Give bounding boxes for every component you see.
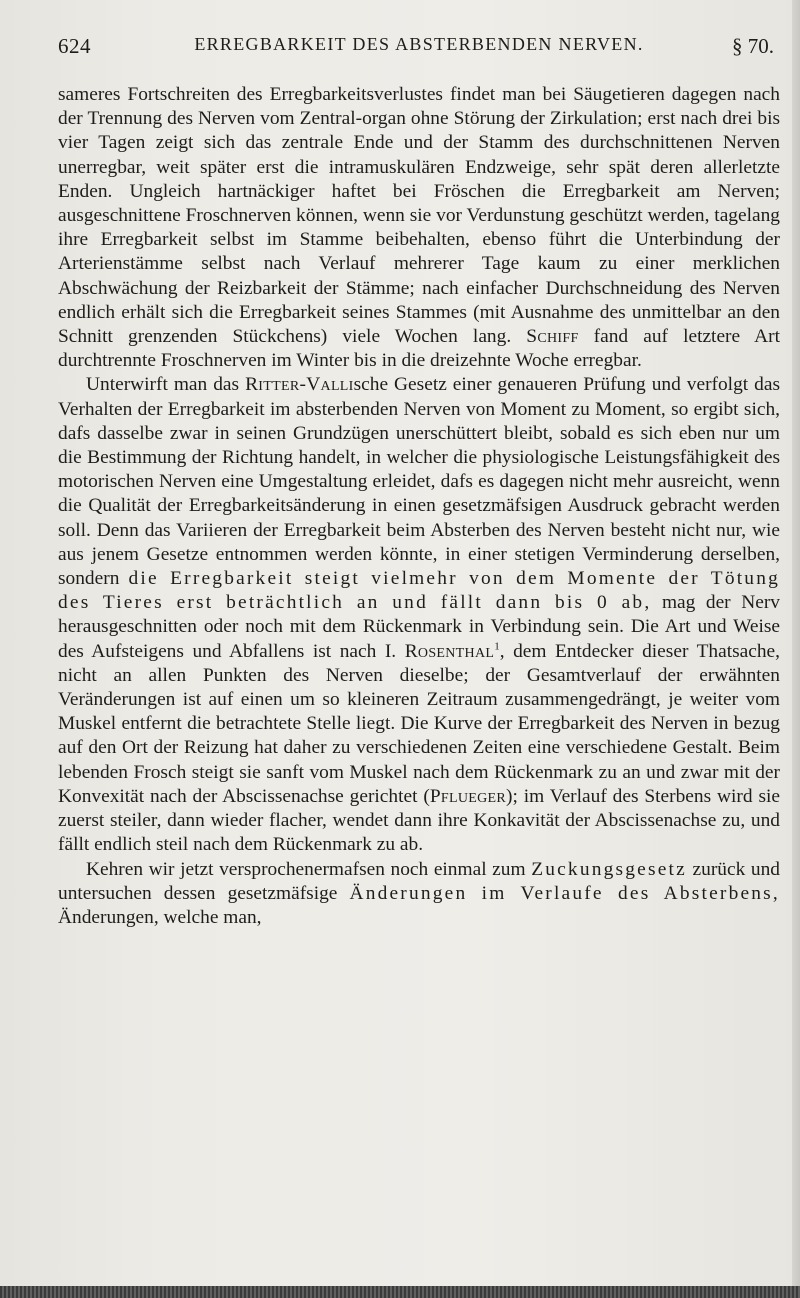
paragraph-2-text-c: mag der Nerv herausgeschnitten oder noch mit dem Rückenmark in Verbindung sein. Die Art und Weise des Aufsteigens und Abfallens ist nach I. — [58, 592, 780, 662]
running-title: ERREGBARKEIT DES ABSTERBENDEN NERVEN. — [194, 34, 644, 54]
page-header — [58, 30, 780, 64]
paragraph-3-text-b: zurück und untersuchen dessen gesetzmäfsige — [58, 858, 780, 904]
author-name-pflueger: Pflueger — [429, 785, 506, 807]
paragraph-2 — [58, 373, 780, 857]
bottom-border — [0, 1286, 800, 1298]
paragraph-1-text-b: fand auf letztere Art durchtrennte Froschnerven im Winter bis in die dreizehnte Woche erregbar. — [58, 326, 780, 372]
footnote-marker: 1 — [494, 640, 500, 653]
emphasized-statement: die Erregbarkeit steigt vielmehr von dem Momente der Tötung des Tieres erst beträchtlich an und fällt dann bis 0 ab, — [58, 568, 780, 614]
paragraph-3-text-c: Änderungen, welche man, — [58, 906, 262, 928]
body-text — [58, 83, 780, 930]
paragraph-2-text-e: ); im Verlauf des Sterbens wird sie zuerst steiler, dann wieder flacher, wendet dann ihre Konkavität der Abscissenachse zu, und fällt endlich steil nach dem Rückenmark zu ab. — [58, 785, 780, 856]
emphasized-phrase: Änderungen im Verlaufe des Absterbens, — [349, 882, 780, 904]
page-number: 624 — [58, 34, 91, 58]
paragraph-3-text-a: Kehren wir jetzt versprochenermafsen noch einmal zum — [86, 858, 526, 880]
author-name-schiff: Schiff — [526, 326, 579, 348]
emphasized-term-zuckungsgesetz: Zuckungsgesetz — [531, 858, 687, 880]
section-number: § 70. — [732, 34, 774, 58]
page-edge — [792, 0, 800, 1298]
paragraph-2-text-b: sche Gesetz einer genaueren Prüfung und verfolgt das Verhalten der Erregbarkeit im absterbenden Nerven von Moment zu Moment, so ergibt sich, dafs dasselbe zwar in seinen Grundzügen unerschüttert bleibt, sobald es sich eben nur um die Bestimmung der Richtung handelt, in welcher die physiologische Leistungsfähigkeit des motorischen Nerven eine Umgestaltung erleidet, dafs es dagegen nicht mehr ausreicht, wenn die Qualität der Erregbarkeitsänderung in einen gesetzmäfsigen Ausdruck gebracht werden soll. Denn das Variieren der Erregbarkeit beim Absterben des Nerven besteht nicht nur, wie aus jenem Gesetze entnommen werden könnte, in einer stetigen Verminderung derselben, sondern — [58, 374, 780, 590]
paragraph-2-text-a: Unterwirft man das — [86, 374, 240, 396]
paragraph-1 — [58, 83, 780, 373]
paragraph-1-text-a: sameres Fortschreiten des Erregbarkeitsverlustes findet man bei Säugetieren dagegen nach der Trennung des Nerven vom Zentral-organ ohne Störung der Zirkulation; erst nach drei bis vier Tagen zeigt sich das zentrale Ende und der Stamm des durchschnittenen Nerven unerregbar, weit später erst die intramuskulären Endzweige, sehr spät deren allerletzte Enden. Ungleich hartnäckiger haftet bei Fröschen die Erregbarkeit am Nerven; ausgeschnittene Froschnerven können, wenn sie vor Verdunstung geschützt werden, tagelang ihre Erregbarkeit selbst im Stamme beibehalten, ebenso führt die Unterbindung der Arterienstämme selbst nach Verlauf mehrerer Tage kaum zu einer merklichen Abschwächung der Reizbarkeit der Stämme; nach einfacher Durchschneidung des Nerven endlich erhält sich die Erregbarkeit seines Stammes (mit Ausnahme des unmittelbar an den Schnitt grenzenden Stückchens) viele Wochen lang. — [58, 84, 780, 348]
author-name-rosenthal: Rosenthal — [404, 640, 495, 662]
author-name-ritter-valli: Ritter-Valli — [245, 374, 354, 396]
paragraph-2-text-d: , dem Entdecker dieser Thatsache, nicht an allen Punkten des Nerven dieselbe; der Gesamtverlauf der erwähnten Veränderungen ist auf einen um so kleineren Zeitraum zusammengedrängt, je weiter vom Muskel entfernt die betrachtete Stelle liegt. Die Kurve der Erregbarkeit des Nerven in bezug auf den Ort der Reizung hat daher zu verschiedenen Zeiten eine verschiedene Gestalt. Beim lebenden Frosch steigt sie sanft vom Muskel nach dem Rückenmark zu an und zwar mit der Konvexität nach der Abscissenachse gerichtet ( — [58, 640, 781, 807]
paragraph-3 — [58, 858, 780, 931]
